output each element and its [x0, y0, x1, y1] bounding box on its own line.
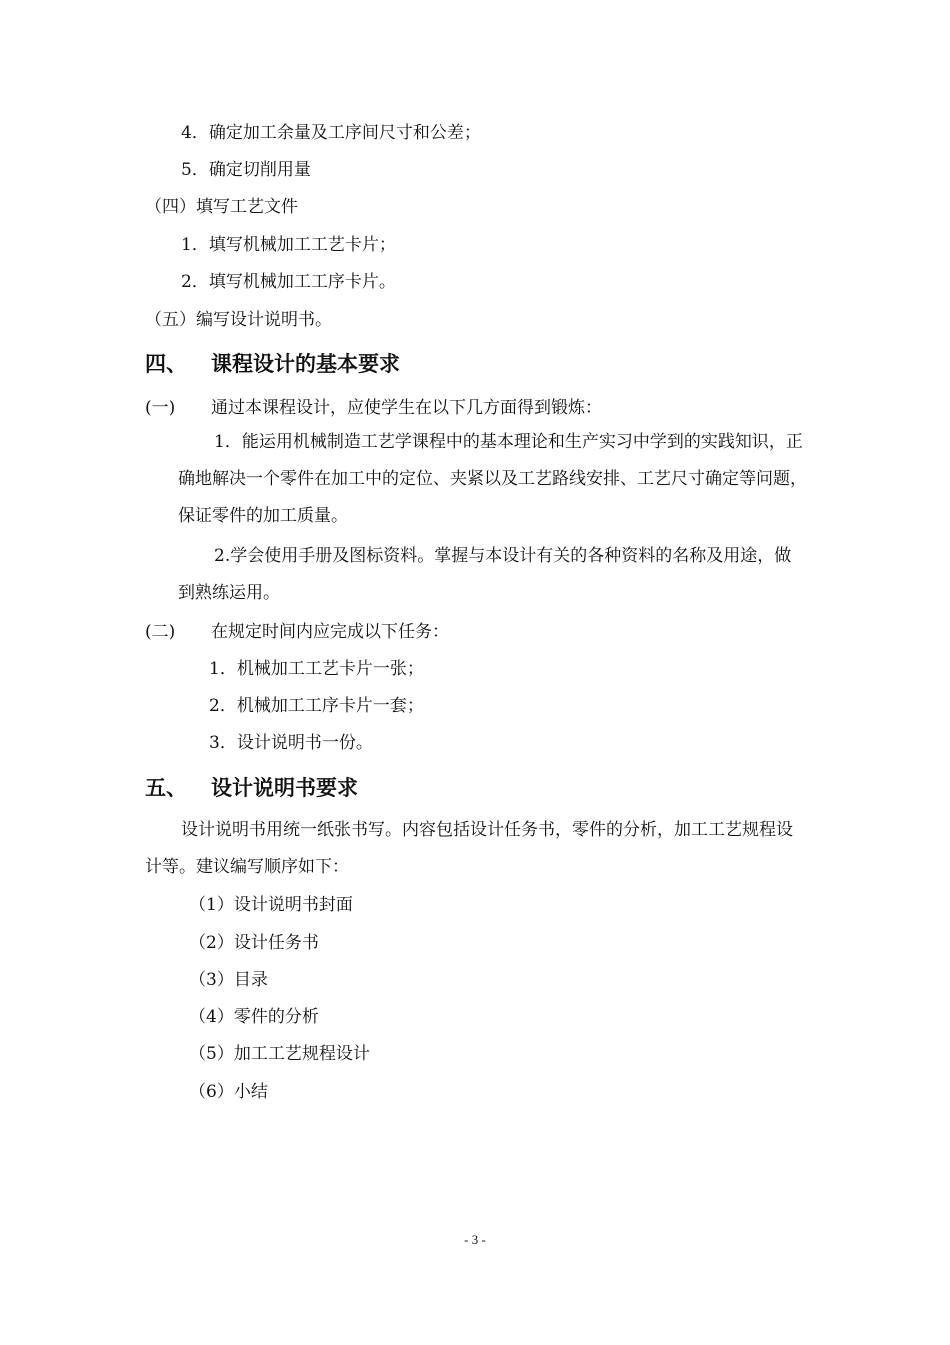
section-4-number: 四、 [145, 352, 187, 376]
section-5-item-3: （3）目录 [189, 970, 268, 990]
sub-1-marker: (一) [145, 398, 176, 418]
section-5-item-6: （6）小结 [189, 1082, 268, 1102]
sub-1-text: 通过本课程设计，应使学生在以下几方面得到锻炼： [211, 398, 602, 418]
step-5: 5．确定切削用量 [181, 160, 311, 180]
sub-1-item-2: 2.学会使用手册及图标资料。掌握与本设计有关的各种资料的名称及用途，做到熟练运用。 [178, 546, 792, 603]
sub-2-text: 在规定时间内应完成以下任务： [211, 622, 449, 642]
subsection-4-item-1: 1．填写机械加工工艺卡片； [181, 235, 396, 255]
section-5-item-2: （2）设计任务书 [189, 933, 319, 953]
section-5-heading [145, 774, 358, 802]
subsection-4-item-2: 2．填写机械加工工序卡片。 [181, 272, 396, 292]
section-4-heading [145, 350, 400, 378]
section-5-title: 设计说明书要求 [211, 776, 358, 800]
sub-1-item-1: 1．能运用机械制造工艺学课程中的基本理论和生产实习中学到的实践知识，正确地解决一个零件在加工中的定位、夹紧以及工艺路线安排、工艺尺寸确定等问题，保证零件的加工质量。 [178, 432, 807, 526]
sub-2-marker: (二) [145, 622, 176, 642]
section-5-item-1: （1）设计说明书封面 [189, 895, 353, 915]
section-4-sub-1 [145, 397, 602, 419]
section-5-intro: 设计说明书用统一纸张书写。内容包括设计任务书，零件的分析，加工工艺规程设计等。建议编写顺序如下： [145, 820, 793, 877]
sub-2-item-1: 1．机械加工工艺卡片一张； [209, 659, 424, 679]
section-4-sub-2 [145, 621, 449, 643]
sub-2-item-2: 2．机械加工工序卡片一套； [209, 696, 424, 716]
sub-2-item-3: 3．设计说明书一份。 [209, 733, 373, 753]
section-5-item-5: （5）加工工艺规程设计 [189, 1044, 370, 1064]
subsection-4-title: （四）填写工艺文件 [145, 197, 298, 217]
step-4: 4．确定加工余量及工序间尺寸和公差； [181, 123, 481, 143]
section-5-number: 五、 [145, 776, 187, 800]
page-number: - 3 - [464, 1232, 486, 1247]
section-5-item-4: （4）零件的分析 [189, 1007, 319, 1027]
section-4-title: 课程设计的基本要求 [211, 352, 400, 376]
subsection-5-title: （五）编写设计说明书。 [145, 310, 332, 330]
